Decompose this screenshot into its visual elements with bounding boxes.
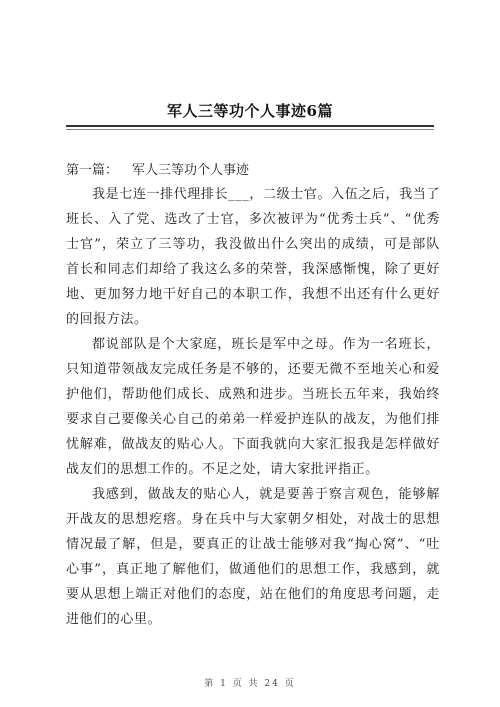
- title-divider-thin: [66, 129, 434, 130]
- paragraph: 都说部队是个大家庭，班长是军中之母。作为一名班长，只知道带领战友完成任务是不够的，还要无微不至地关心和爱护他们，帮助他们成长、成熟和进步。当班长五年来，我始终要求自己要像关心自己的弟弟一样爱护连队的战友，为他们排忧解难，做战友的贴心人。下面我就向大家汇报我是怎样做好战友们的思想工作的。不足之处，请大家批评指正。: [66, 337, 440, 477]
- page-footer: 第 1 页 共 24 页: [204, 679, 296, 689]
- document-title: 军人三等功个人事迹6篇: [167, 102, 333, 120]
- section-label: 第一篇：: [66, 163, 119, 178]
- paragraph: 我是七连一排代理排长___，二级士官。入伍之后，我当了班长、入了党、选改了士官，多次被评为“优秀士兵”、“优秀士官”，荣立了三等功，我没做出什么突出的成绩，可是部队首长和同志们却给了我这么多的荣誉，我深感惭愧，除了更好地、更加努力地干好自己的本职工作，我想不出还有什么更好的回报方法。: [66, 187, 440, 327]
- body-text: [66, 182, 440, 632]
- title-divider: [66, 125, 434, 127]
- section-title: 军人三等功个人事迹: [132, 163, 250, 178]
- paragraph: 我感到，做战友的贴心人，就是要善于察言观色，能够解开战友的思想疙瘩。身在兵中与大家朝夕相处，对战士的思想情况最了解，但是，要真正的让战士能够对我“掏心窝”、“吐心事”，真正地了解他们，做通他们的思想工作，我感到，就要从思想上端正对他们的态度，站在他们的角度思考问题，走进他们的心里。: [66, 487, 440, 627]
- section-heading: [66, 159, 249, 178]
